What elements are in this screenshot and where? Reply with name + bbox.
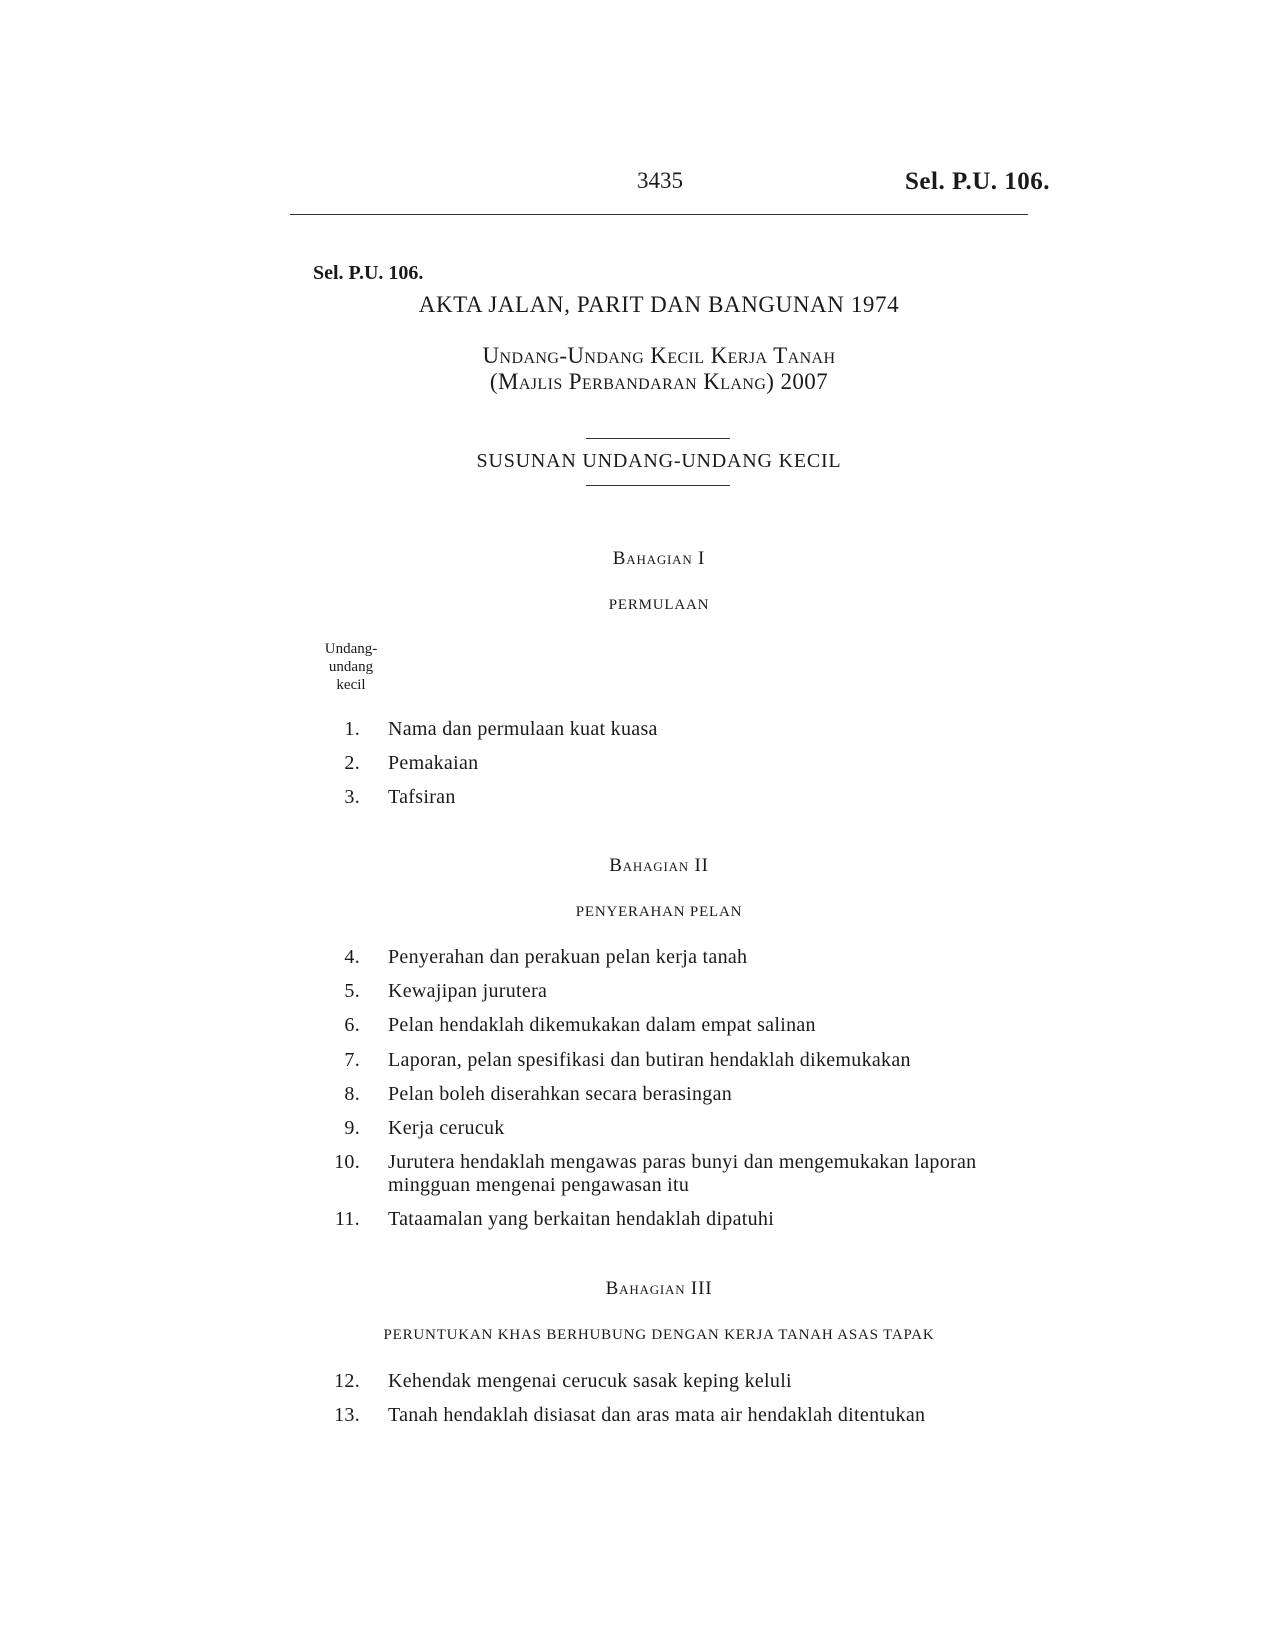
header-divider bbox=[290, 214, 1028, 215]
part-title: Bahagian II bbox=[609, 855, 709, 876]
item-number: 2. bbox=[344, 752, 360, 774]
arrangement-title: SUSUNAN UNDANG-UNDANG KECIL bbox=[476, 450, 842, 472]
document-reference: Sel. P.U. 106. bbox=[313, 262, 424, 284]
item-number: 3. bbox=[344, 786, 360, 808]
item-text: Nama dan permulaan kuat kuasa bbox=[388, 718, 658, 740]
item-text: Tataamalan yang berkaitan hendaklah dipatuhi bbox=[388, 1208, 775, 1230]
item-number: 10. bbox=[334, 1151, 360, 1173]
item-text: Pelan boleh diserahkan secara berasingan bbox=[388, 1083, 733, 1105]
item-number: 11. bbox=[334, 1208, 360, 1230]
by-law-title-line2: (Majlis Perbandaran Klang) 2007 bbox=[489, 369, 829, 394]
item-text: Kehendak mengenai cerucuk sasak keping keluli bbox=[388, 1370, 792, 1392]
item-number: 5. bbox=[344, 980, 360, 1002]
part-subtitle: PENYERAHAN PELAN bbox=[575, 904, 743, 920]
header-reference: Sel. P.U. 106. bbox=[905, 168, 1050, 195]
part-title: Bahagian I bbox=[612, 548, 706, 569]
item-number: 13. bbox=[334, 1404, 360, 1426]
item-number: 1. bbox=[344, 718, 360, 740]
item-text: Kewajipan jurutera bbox=[388, 980, 548, 1002]
margin-note: Undang- undang kecil bbox=[324, 641, 378, 693]
by-law-title-line1: Undang-Undang Kecil Kerja Tanah bbox=[482, 343, 836, 368]
item-text: Pelan hendaklah dikemukakan dalam empat salinan bbox=[388, 1014, 816, 1036]
part-title: Bahagian III bbox=[605, 1278, 713, 1299]
item-text: Pemakaian bbox=[388, 752, 479, 774]
item-text: Jurutera hendaklah mengawas paras bunyi dan mengemukakan laporan mingguan mengenai pengawasan itu bbox=[388, 1151, 977, 1196]
item-number: 8. bbox=[344, 1083, 360, 1105]
page-number: 3435 bbox=[637, 168, 683, 193]
part-subtitle: PERUNTUKAN KHAS BERHUBUNG DENGAN KERJA TANAH ASAS TAPAK bbox=[383, 1327, 935, 1343]
title-rule-top bbox=[586, 438, 730, 439]
item-number: 6. bbox=[344, 1014, 360, 1036]
item-text: Penyerahan dan perakuan pelan kerja tanah bbox=[388, 946, 748, 968]
act-title: AKTA JALAN, PARIT DAN BANGUNAN 1974 bbox=[418, 292, 900, 317]
item-number: 4. bbox=[344, 946, 360, 968]
item-text: Laporan, pelan spesifikasi dan butiran hendaklah dikemukakan bbox=[388, 1049, 911, 1071]
title-rule-bottom bbox=[586, 485, 730, 486]
item-text: Tanah hendaklah disiasat dan aras mata air hendaklah ditentukan bbox=[388, 1404, 926, 1426]
part-subtitle: PERMULAAN bbox=[608, 597, 710, 613]
item-text: Kerja cerucuk bbox=[388, 1117, 505, 1139]
item-text: Tafsiran bbox=[388, 786, 456, 808]
item-number: 7. bbox=[344, 1049, 360, 1071]
item-number: 12. bbox=[334, 1370, 360, 1392]
item-number: 9. bbox=[344, 1117, 360, 1139]
